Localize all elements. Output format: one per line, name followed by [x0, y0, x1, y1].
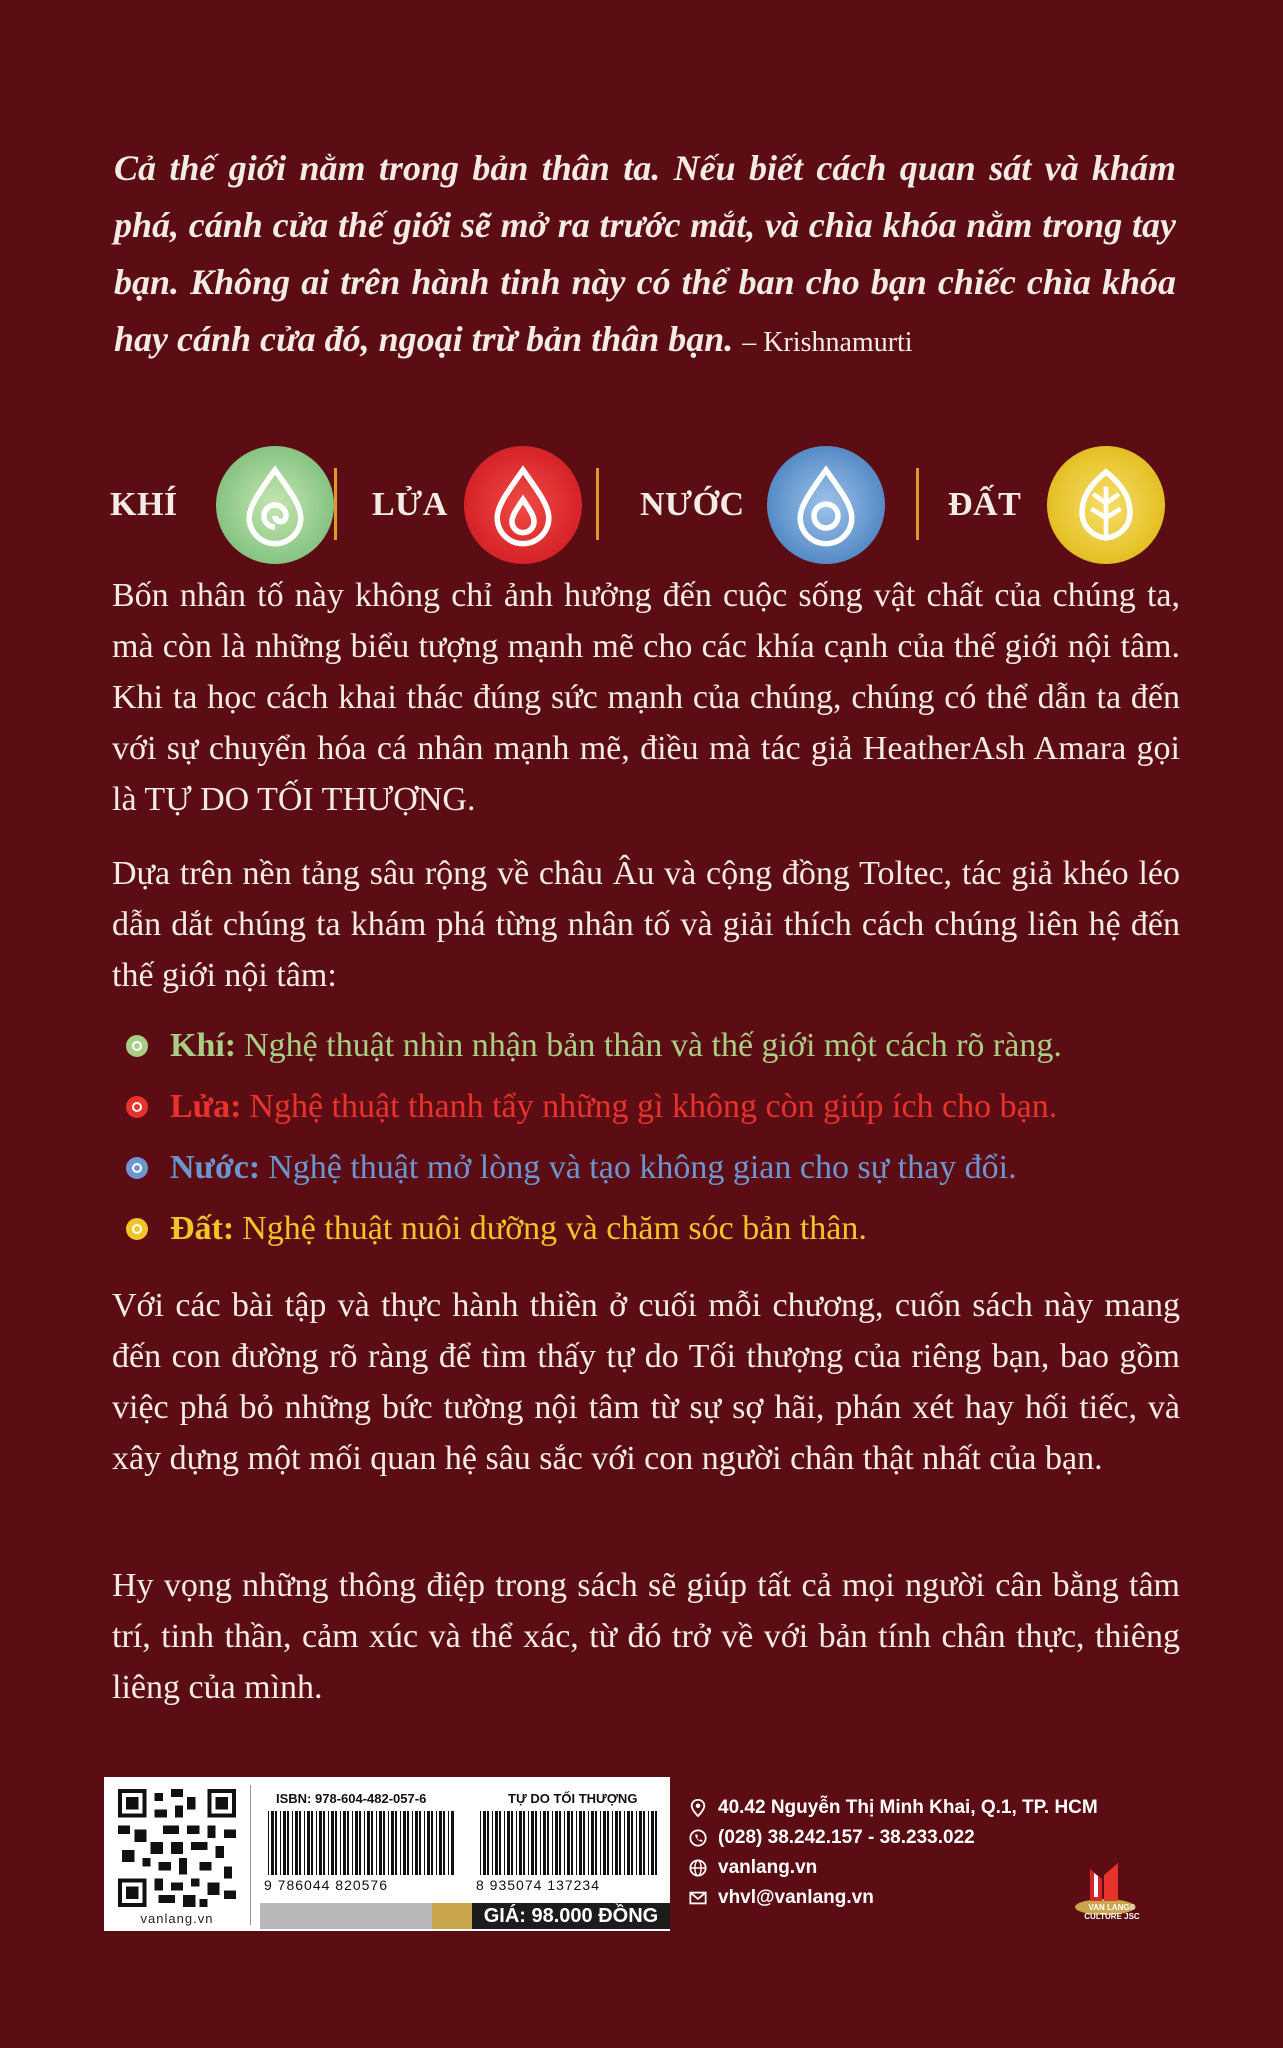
isbn-label: ISBN: 978-604-482-057-6: [276, 1791, 427, 1806]
list-item-term: Đất:: [170, 1210, 235, 1247]
barcode-bar: [371, 1811, 373, 1875]
barcode-bar: [403, 1811, 406, 1875]
paragraph-3: Với các bài tập và thực hành thiền ở cuối mỗi chương, cuốn sách này mang đến con đường rõ ràng để tìm thấy tự do Tối thượng của riêng bạn, bao gồm việc phá bỏ những bức tường nội tâm từ sự sợ hãi, phán xét hay hối tiếc, và xây dựng một mối quan hệ sâu sắc với con người chân thật nhất của bạn.: [112, 1287, 1180, 1477]
fire-drop-icon: [464, 446, 582, 564]
barcode-bar: [583, 1811, 585, 1875]
barcode-bar: [624, 1811, 625, 1875]
barcode-bar: [619, 1811, 621, 1875]
barcode-bar: [552, 1811, 553, 1875]
barcode-bar: [588, 1811, 589, 1875]
barcode-bar: [643, 1811, 645, 1875]
barcode-bar: [412, 1811, 413, 1875]
paragraph-2: Dựa trên nền tảng sâu rộng về châu Âu và cộng đồng Toltec, tác giả khéo léo dẫn dắt chúng ta khám phá từng nhân tố và giải thích cách chúng liên hệ đến thế giới nội tâm:: [112, 855, 1180, 994]
barcode-bar: [391, 1811, 394, 1875]
paragraph-4: Hy vọng những thông điệp trong sách sẽ giúp tất cả mọi người cân bằng tâm trí, tinh thần, cảm xúc và thể xác, từ đó trở về với bản tính chân thực, thiêng liêng của mình.: [112, 1567, 1180, 1706]
barcode-bar: [275, 1811, 277, 1875]
website[interactable]: [688, 1857, 817, 1879]
element-khi: [110, 430, 334, 580]
barcode-bar: [340, 1811, 341, 1875]
element-name: KHÍ: [110, 486, 178, 523]
element-list: [126, 1015, 1176, 1259]
barcode-bar: [603, 1811, 606, 1875]
barcode-bar: [543, 1811, 546, 1875]
list-item: [126, 1198, 1176, 1259]
air-bullet-icon: [126, 1035, 148, 1057]
barcode-bar: [516, 1811, 517, 1875]
barcode-bar: [280, 1811, 281, 1875]
book-barcode-number: 8 935074 137234: [476, 1877, 600, 1893]
fire-bullet-icon: [126, 1096, 148, 1118]
barcode-bar: [451, 1811, 454, 1875]
phone-text: (028) 38.242.157 - 38.233.022: [718, 1827, 975, 1848]
location-pin-icon: [688, 1798, 708, 1818]
barcode-bar: [480, 1811, 481, 1875]
barcode-bar: [615, 1811, 618, 1875]
barcode-bar: [347, 1811, 349, 1875]
barcode-bar: [591, 1811, 594, 1875]
list-item-term: Lửa:: [170, 1088, 242, 1125]
barcode-bar: [419, 1811, 421, 1875]
barcode-bar: [319, 1811, 322, 1875]
barcode-bar: [388, 1811, 389, 1875]
barcode-bar: [487, 1811, 489, 1875]
barcode-bar: [424, 1811, 425, 1875]
price-label: GIÁ: 98.000 ĐỒNG: [472, 1903, 670, 1929]
element-dat: [948, 430, 1165, 580]
barcode-bar: [316, 1811, 317, 1875]
barcode-bar: [483, 1811, 486, 1875]
barcode-bar: [627, 1811, 630, 1875]
address: [688, 1797, 1098, 1819]
divider: [916, 468, 919, 540]
isbn-barcode-icon: [264, 1811, 456, 1875]
barcode-bar: [639, 1811, 642, 1875]
barcode-bar: [499, 1811, 501, 1875]
barcode-bar: [268, 1811, 269, 1875]
barcode-bar: [547, 1811, 549, 1875]
barcode-bar: [636, 1811, 637, 1875]
gold-strip: [432, 1903, 472, 1929]
barcode-bar: [364, 1811, 365, 1875]
barcode-bar: [443, 1811, 445, 1875]
isbn-number: 9 786044 820576: [264, 1877, 388, 1893]
barcode-bar: [355, 1811, 358, 1875]
barcode-bar: [299, 1811, 301, 1875]
elements-row: [110, 430, 1180, 580]
barcode-bar: [519, 1811, 522, 1875]
barcode-bar: [295, 1811, 298, 1875]
qr-label: vanlang.vn: [140, 1911, 214, 1926]
element-name: NƯỚC: [640, 486, 745, 523]
barcode-bar: [607, 1811, 609, 1875]
barcode-bar: [304, 1811, 305, 1875]
book-barcode-icon: [476, 1811, 664, 1875]
barcode-bar: [323, 1811, 325, 1875]
water-drop-icon: [767, 446, 885, 564]
barcode-bar: [576, 1811, 577, 1875]
quote: [114, 140, 1176, 371]
barcode-bar: [343, 1811, 346, 1875]
phone-icon: [688, 1828, 708, 1848]
barcode-bar: [383, 1811, 385, 1875]
list-item: [126, 1015, 1176, 1076]
barcode-bar: [427, 1811, 430, 1875]
barcode-bar: [379, 1811, 382, 1875]
barcode-bar: [400, 1811, 401, 1875]
barcode-bar: [651, 1811, 654, 1875]
list-item: [126, 1076, 1176, 1137]
book-title-label: TỰ DO TỐI THƯỢNG: [508, 1791, 638, 1806]
barcode-bar: [504, 1811, 505, 1875]
phone: [688, 1827, 975, 1849]
barcode-bar: [595, 1811, 597, 1875]
mail-icon: [688, 1888, 708, 1908]
barcode-bar: [307, 1811, 310, 1875]
barcode-bar: [559, 1811, 561, 1875]
list-item-text: Nghệ thuật thanh tẩy những gì không còn giúp ích cho bạn.: [249, 1088, 1058, 1125]
water-bullet-icon: [126, 1157, 148, 1179]
globe-icon: [688, 1858, 708, 1878]
earth-leaf-icon: [1047, 446, 1165, 564]
barcode-bar: [415, 1811, 418, 1875]
barcode-bar: [540, 1811, 541, 1875]
list-item-term: Nước:: [170, 1149, 261, 1186]
list-item-text: Nghệ thuật mở lòng và tạo không gian cho sự thay đổi.: [268, 1149, 1017, 1186]
barcode-bar: [271, 1811, 274, 1875]
email-text[interactable]: vhvl@vanlang.vn: [718, 1887, 874, 1908]
barcode-bar: [292, 1811, 293, 1875]
element-lua: [372, 430, 582, 580]
barcode-bar: [631, 1811, 633, 1875]
quote-text: Cả thế giới nằm trong bản thân ta. Nếu biết cách quan sát và khám phá, cánh cửa thế giới sẽ mở ra trước mắt, và chìa khóa nằm trong tay bạn. Không ai trên hành tinh này có thể ban cho bạn chiếc chìa khóa hay cánh cửa đó, ngoại trừ bản thân bạn.: [114, 148, 1176, 359]
barcode-bar: [359, 1811, 361, 1875]
list-item: [126, 1137, 1176, 1198]
barcode-bar: [431, 1811, 433, 1875]
barcode-bar: [523, 1811, 525, 1875]
element-name: ĐẤT: [948, 486, 1022, 523]
list-item-text: Nghệ thuật nhìn nhận bản thân và thế giới một cách rõ ràng.: [244, 1027, 1062, 1064]
barcode-bar: [600, 1811, 601, 1875]
publisher-contacts: [670, 1777, 1158, 1931]
element-nuoc: [640, 430, 885, 580]
barcode-bar: [555, 1811, 558, 1875]
barcode-bar: [376, 1811, 377, 1875]
barcode-bar: [328, 1811, 329, 1875]
element-name: LỬA: [372, 486, 448, 523]
earth-bullet-icon: [126, 1218, 148, 1240]
barcode-bar: [335, 1811, 337, 1875]
barcode-bar: [571, 1811, 573, 1875]
barcode-bar: [439, 1811, 442, 1875]
barcode-bar: [495, 1811, 498, 1875]
barcode-bar: [331, 1811, 334, 1875]
barcode-bar: [367, 1811, 370, 1875]
barcode-bar: [612, 1811, 613, 1875]
barcode-bar: [283, 1811, 286, 1875]
barcode-bar: [579, 1811, 582, 1875]
email[interactable]: [688, 1887, 874, 1909]
barcode-bar: [352, 1811, 353, 1875]
barcode-bar: [564, 1811, 565, 1875]
barcode-bar: [567, 1811, 570, 1875]
quote-author: – Krishnamurti: [742, 327, 913, 358]
barcode-bar: [311, 1811, 313, 1875]
paragraph-1: Bốn nhân tố này không chỉ ảnh hưởng đến cuộc sống vật chất của chúng ta, mà còn là những biểu tượng mạnh mẽ cho các khía cạnh của thế giới nội tâm. Khi ta học cách khai thác đúng sức mạnh của chúng, chúng có thể dẫn ta đến với sự chuyển hóa cá nhân mạnh mẽ, điều mà tác giả HeatherAsh Amara gọi là TỰ DO TỐI THƯỢNG.: [112, 577, 1180, 818]
divider: [334, 468, 337, 540]
qr-code-icon: [118, 1789, 236, 1907]
barcode-bar: [531, 1811, 534, 1875]
gray-strip: [260, 1903, 432, 1929]
air-swirl-icon: [216, 446, 334, 564]
website-text[interactable]: vanlang.vn: [718, 1857, 818, 1878]
barcode-bar: [407, 1811, 409, 1875]
barcode-bar: [655, 1811, 657, 1875]
info-box: [104, 1777, 1158, 1931]
divider: [596, 468, 599, 540]
divider: [250, 1785, 251, 1925]
barcode-bar: [535, 1811, 537, 1875]
list-item-term: Khí:: [170, 1027, 237, 1064]
barcode-bar: [648, 1811, 649, 1875]
barcode-bar: [287, 1811, 289, 1875]
address-text: 40.42 Nguyễn Thị Minh Khai, Q.1, TP. HCM: [718, 1797, 1098, 1818]
list-item-text: Nghệ thuật nuôi dưỡng và chăm sóc bản thân.: [242, 1210, 867, 1247]
barcode-bar: [395, 1811, 397, 1875]
barcode-bar: [436, 1811, 437, 1875]
barcode-bar: [492, 1811, 493, 1875]
barcode-bar: [448, 1811, 449, 1875]
barcode-bar: [511, 1811, 513, 1875]
barcode-bar: [507, 1811, 510, 1875]
barcode-bar: [528, 1811, 529, 1875]
publisher-logo-text: VAN LANG® CULTURE JSC: [1084, 1903, 1140, 1921]
